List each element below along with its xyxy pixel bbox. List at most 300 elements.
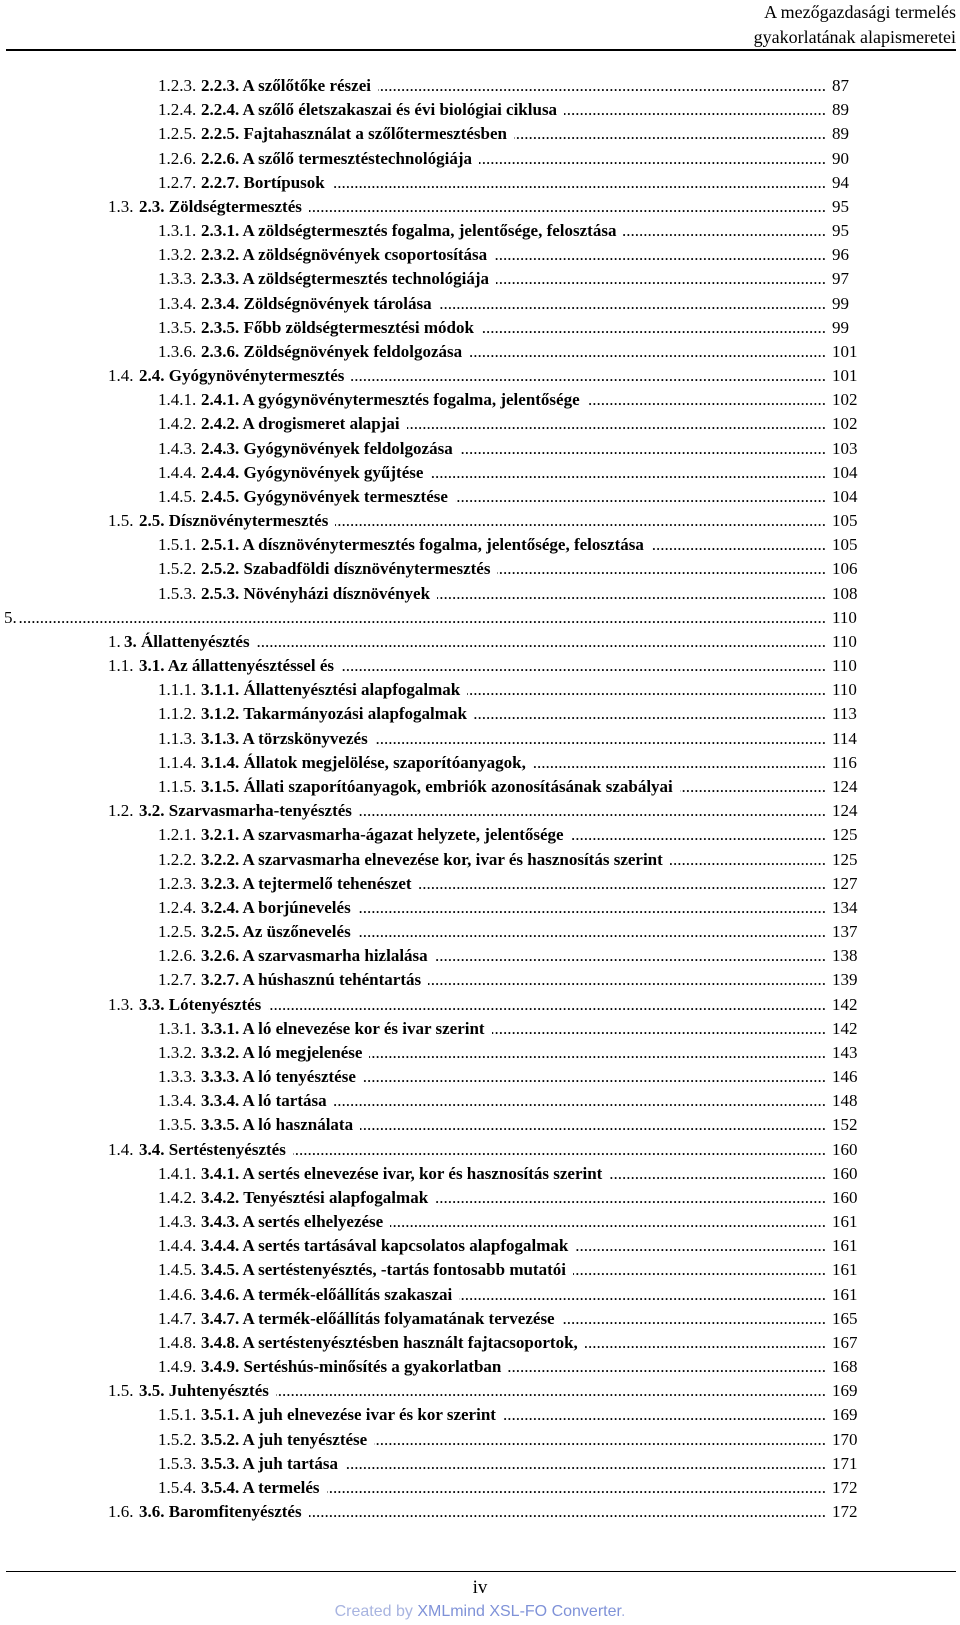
toc-entry-page[interactable]: 172 <box>832 1502 858 1522</box>
toc-entry[interactable] <box>0 461 960 485</box>
toc-entry-title[interactable]: 3.4.1. A sertés elnevezése ivar, kor és hasznosítás szerint <box>201 1162 605 1186</box>
toc-entry-leader <box>459 1283 826 1307</box>
toc-entry-title[interactable]: 2.5. Dísznövénytermesztés <box>139 509 331 533</box>
toc-entry-page[interactable]: 95 <box>832 196 849 216</box>
toc-entry[interactable] <box>0 1283 960 1307</box>
toc-entry-title[interactable]: 3.1. Az állattenyésztéssel és <box>139 654 337 678</box>
toc-entry-title[interactable]: 3.3.4. A ló tartása <box>201 1089 330 1113</box>
toc-entry[interactable] <box>0 993 960 1017</box>
toc-entry-number: 1.4.8. <box>158 1332 197 1352</box>
toc-entry[interactable] <box>0 727 960 751</box>
toc-entry-number: 1.2.6. <box>158 148 197 168</box>
toc-entry-title[interactable]: 2.5.3. Növényházi dísznövények <box>201 582 433 606</box>
toc-entry-title[interactable]: 2.4.5. Gyógynövények termesztése <box>201 485 451 509</box>
toc-entry-number: 1.4.2. <box>158 414 197 434</box>
toc-entry-number: 1.3. <box>108 196 134 216</box>
toc-entry[interactable] <box>0 533 960 557</box>
toc-entry-page[interactable]: 168 <box>832 1357 858 1377</box>
toc-entry-title[interactable]: 3.5.4. A termelés <box>201 1476 323 1500</box>
toc-entry-leader <box>435 944 826 968</box>
toc-entry-page[interactable]: 125 <box>832 849 858 869</box>
toc-entry[interactable] <box>0 751 960 775</box>
toc-entry-page[interactable]: 127 <box>832 873 858 893</box>
toc-entry-leader <box>585 1331 826 1355</box>
toc-entry[interactable] <box>0 1428 960 1452</box>
toc-entry-number: 1.4.7. <box>158 1308 197 1328</box>
toc-entry-number: 5. <box>4 607 17 627</box>
toc-entry-title[interactable]: 2.2.4. A szőlő életszakaszai és évi biológiai ciklusa <box>201 98 560 122</box>
toc-entry-page[interactable]: 152 <box>832 1115 858 1135</box>
toc-entry-page[interactable]: 114 <box>832 728 857 748</box>
toc-entry-page[interactable]: 171 <box>832 1453 858 1473</box>
toc-entry-number: 1.3.2. <box>158 245 197 265</box>
toc-entry-page[interactable]: 124 <box>832 776 858 796</box>
toc-entry-page[interactable]: 104 <box>832 462 858 482</box>
toc-entry-number: 1.4.2. <box>158 1187 197 1207</box>
toc-entry[interactable] <box>0 1017 960 1041</box>
toc-entry-number: 1.5.4. <box>158 1477 197 1497</box>
toc-entry-title[interactable]: 3.1.5. Állati szaporítóanyagok, embriók azonosításának szabályai <box>201 775 676 799</box>
toc-entry-page[interactable]: 105 <box>832 535 858 555</box>
toc-entry-page[interactable]: 113 <box>832 704 857 724</box>
toc-entry-page[interactable]: 110 <box>832 656 857 676</box>
toc-entry-leader <box>573 1258 826 1282</box>
toc-entry-title[interactable]: 2.3.5. Főbb zöldségtermesztési módok <box>201 316 477 340</box>
toc-entry-number: 1. <box>108 631 121 651</box>
toc-entry-page[interactable]: 142 <box>832 994 858 1014</box>
toc-entry-title[interactable]: 3.4.2. Tenyésztési alapfogalmak <box>201 1186 431 1210</box>
toc-entry-title[interactable]: 2.3.4. Zöldségnövények tárolása <box>201 292 435 316</box>
toc-entry-page[interactable]: 90 <box>832 148 849 168</box>
toc-entry-page[interactable]: 138 <box>832 946 858 966</box>
toc-entry-title[interactable]: 2.3.2. A zöldségnövények csoportosítása <box>201 243 490 267</box>
toc-entry[interactable] <box>0 1500 960 1524</box>
toc-entry[interactable] <box>0 437 960 461</box>
toc-entry[interactable] <box>0 1089 960 1113</box>
toc-entry-page[interactable]: 94 <box>832 172 849 192</box>
toc-entry-leader <box>435 1186 826 1210</box>
toc-entry[interactable] <box>0 1138 960 1162</box>
toc-entry-title[interactable]: 2.5.1. A dísznövénytermesztés fogalma, jelentősége, felosztása <box>201 533 647 557</box>
toc-entry[interactable] <box>0 1065 960 1089</box>
toc-entry-leader <box>609 1162 826 1186</box>
toc-entry-leader <box>430 461 826 485</box>
toc-entry-title[interactable]: 3.4.7. A termék-előállítás folyamatának tervezése <box>201 1307 558 1331</box>
toc-entry-leader <box>268 993 826 1017</box>
toc-entry[interactable] <box>0 1476 960 1500</box>
toc-entry-leader <box>571 823 826 847</box>
toc-entry[interactable] <box>0 1113 960 1137</box>
toc-entry-page[interactable]: 89 <box>832 124 849 144</box>
toc-entry[interactable] <box>0 1210 960 1234</box>
toc-entry-leader <box>562 1307 826 1331</box>
toc-entry[interactable] <box>0 243 960 267</box>
toc-entry-number: 1.4.3. <box>158 1212 197 1232</box>
toc-entry-number: 1.1.4. <box>158 752 197 772</box>
toc-entry-leader <box>587 388 826 412</box>
toc-entry-number: 1.3.3. <box>158 1067 197 1087</box>
toc-entry-page[interactable]: 137 <box>832 922 858 942</box>
toc-entry[interactable] <box>0 1162 960 1186</box>
toc-entry-page[interactable]: 142 <box>832 1018 858 1038</box>
toc-entry-page[interactable]: 101 <box>832 341 858 361</box>
toc-entry-leader <box>439 292 826 316</box>
toc-entry-number: 1.2.7. <box>158 172 197 192</box>
toc-entry-title[interactable]: 3.4.8. A sertéstenyésztésben használt fajtacsoportok, <box>201 1331 581 1355</box>
toc-entry[interactable] <box>0 920 960 944</box>
toc-entry-leader <box>358 920 826 944</box>
toc-entry-page[interactable]: 143 <box>832 1042 858 1062</box>
toc-entry[interactable] <box>0 292 960 316</box>
header-line-2: gyakorlatának alapismeretei <box>753 27 956 47</box>
toc-entry-leader <box>375 727 826 751</box>
toc-entry-title[interactable]: 3.1.3. A törzskönyvezés <box>201 727 371 751</box>
toc-entry-title[interactable]: 3.4.3. A sertés elhelyezése <box>201 1210 386 1234</box>
toc-entry-page[interactable]: 160 <box>832 1163 858 1183</box>
toc-entry-number: 1.4.1. <box>158 390 197 410</box>
toc-entry-title[interactable]: 2.4.1. A gyógynövénytermesztés fogalma, jelentősége <box>201 388 583 412</box>
toc-entry-title[interactable]: 2.2.3. A szőlőtőke részei <box>201 74 374 98</box>
toc-entry-number: 1.2.4. <box>158 897 197 917</box>
toc-entry-title[interactable]: 3.1.1. Állattenyésztési alapfogalmak <box>201 678 463 702</box>
toc-entry-title[interactable]: 3.2.7. A húshasznú tehéntartás <box>201 968 424 992</box>
toc-entry[interactable] <box>0 340 960 364</box>
toc-entry[interactable] <box>0 654 960 678</box>
toc-entry-leader <box>437 582 826 606</box>
toc-entry[interactable] <box>0 412 960 436</box>
toc-entry[interactable] <box>0 509 960 533</box>
toc-entry-page[interactable]: 146 <box>832 1067 858 1087</box>
toc-entry-number: 1.3.5. <box>158 1115 197 1135</box>
toc-entry-leader <box>460 437 826 461</box>
toc-entry[interactable] <box>0 582 960 606</box>
toc-entry-number: 1.3.5. <box>158 317 197 337</box>
toc-entry-leader <box>363 1065 826 1089</box>
toc-entry[interactable] <box>0 968 960 992</box>
toc-entry[interactable] <box>0 98 960 122</box>
toc-entry-title[interactable]: 2.4.3. Gyógynövények feldolgozása <box>201 437 456 461</box>
toc-entry-leader <box>469 340 826 364</box>
toc-entry-page[interactable]: 169 <box>832 1381 858 1401</box>
toc-entry[interactable] <box>0 872 960 896</box>
toc-entry[interactable] <box>0 606 960 630</box>
toc-entry-title[interactable]: 3.2.3. A tejtermelő tehenészet <box>201 872 415 896</box>
toc-entry-number: 1.4.6. <box>158 1284 197 1304</box>
toc-entry-number: 1.5.3. <box>158 1453 197 1473</box>
toc-entry-page[interactable]: 161 <box>832 1260 858 1280</box>
toc-entry-leader <box>651 533 826 557</box>
toc-entry-number: 1.3.1. <box>158 1018 197 1038</box>
footer-rule <box>6 1571 956 1572</box>
toc-entry[interactable] <box>0 1379 960 1403</box>
toc-entry[interactable] <box>0 147 960 171</box>
toc-entry-leader <box>474 702 826 726</box>
toc-entry-title[interactable]: 3.1.4. Állatok megjelölése, szaporítóanyagok, <box>201 751 529 775</box>
toc-entry-leader <box>481 316 826 340</box>
toc-entry-number: 1.2.1. <box>158 825 197 845</box>
toc-entry-number: 1.5.2. <box>158 559 197 579</box>
toc-entry[interactable] <box>0 267 960 291</box>
toc-entry-number: 1.2.5. <box>158 922 197 942</box>
toc-entry-title[interactable]: 3.2.6. A szarvasmarha hizlalása <box>201 944 431 968</box>
toc-entry-leader <box>670 848 826 872</box>
toc-entry-leader <box>680 775 826 799</box>
toc-entry-page[interactable]: 95 <box>832 221 849 241</box>
toc-entry-leader <box>276 1379 826 1403</box>
toc-entry-page[interactable]: 110 <box>832 631 857 651</box>
toc-entry-number: 1.4. <box>108 1139 134 1159</box>
toc-entry-number: 1.1. <box>108 656 134 676</box>
toc-entry-leader <box>369 1041 826 1065</box>
toc-entry[interactable] <box>0 485 960 509</box>
toc-entry-leader <box>334 1089 826 1113</box>
toc-entry-leader <box>497 557 826 581</box>
toc-entry-leader <box>455 485 826 509</box>
toc-entry-leader <box>374 1428 826 1452</box>
toc-entry-page[interactable]: 167 <box>832 1332 858 1352</box>
toc-entry-page[interactable]: 165 <box>832 1308 858 1328</box>
toc-entry-number: 1.5.2. <box>158 1429 197 1449</box>
converter-link[interactable]: XMLmind XSL-FO Converter <box>417 1603 621 1620</box>
toc-entry-page[interactable]: 116 <box>832 752 857 772</box>
toc-entry-leader <box>564 98 826 122</box>
toc-entry-page[interactable]: 110 <box>832 680 857 700</box>
toc-entry[interactable] <box>0 896 960 920</box>
toc-entry-leader <box>496 267 826 291</box>
toc-entry-leader <box>419 872 826 896</box>
toc-entry-number: 1.3. <box>108 994 134 1014</box>
toc-entry-title[interactable]: 2.4.2. A drogismeret alapjai <box>201 412 403 436</box>
toc-entry-leader <box>514 122 826 146</box>
toc-entry-leader <box>575 1234 826 1258</box>
toc-entry-page[interactable]: 101 <box>832 366 858 386</box>
toc-entry-number: 1.2.4. <box>158 100 197 120</box>
toc-entry-page[interactable]: 97 <box>832 269 849 289</box>
toc-entry-page[interactable]: 110 <box>832 607 857 627</box>
toc-entry-number: 1.1.3. <box>158 728 197 748</box>
toc-entry-number: 1.3.4. <box>158 293 197 313</box>
toc-entry-page[interactable]: 96 <box>832 245 849 265</box>
toc-entry-leader <box>407 412 826 436</box>
toc-entry-title[interactable]: 3.5.1. A juh elnevezése ivar és kor szerint <box>201 1403 499 1427</box>
toc-entry[interactable] <box>0 1331 960 1355</box>
toc-entry-page[interactable]: 102 <box>832 414 858 434</box>
toc-entry-leader <box>467 678 826 702</box>
toc-entry-title[interactable]: 3.4.4. A sertés tartásával kapcsolatos alapfogalmak <box>201 1234 571 1258</box>
toc-entry[interactable] <box>0 1186 960 1210</box>
toc-entry[interactable] <box>0 364 960 388</box>
toc-entry-page[interactable]: 104 <box>832 486 858 506</box>
toc-entry-leader <box>494 243 826 267</box>
toc-entry-title[interactable]: 2.2.5. Fajtahasználat a szőlőtermesztésben <box>201 122 510 146</box>
toc-entry-page[interactable]: 148 <box>832 1091 858 1111</box>
toc-entry-title[interactable]: 3. Állattenyésztés <box>124 630 253 654</box>
toc-entry-leader <box>533 751 826 775</box>
toc-entry-title[interactable]: 3.6. Baromfitenyésztés <box>139 1500 305 1524</box>
toc-entry-leader <box>623 219 826 243</box>
toc-entry-number: 1.2.3. <box>158 873 197 893</box>
toc-entry-title[interactable]: 2.3.6. Zöldségnövények feldolgozása <box>201 340 465 364</box>
toc-entry[interactable] <box>0 1041 960 1065</box>
toc-entry[interactable] <box>0 1452 960 1476</box>
toc-entry-leader <box>428 968 826 992</box>
toc-entry-title[interactable]: 3.2.5. Az üszőnevelés <box>201 920 354 944</box>
toc-entry-page[interactable]: 105 <box>832 511 858 531</box>
toc-entry-title[interactable]: 2.4.4. Gyógynövények gyűjtése <box>201 461 426 485</box>
toc-entry[interactable] <box>0 219 960 243</box>
toc-entry[interactable] <box>0 944 960 968</box>
created-by-prefix: Created by <box>334 1603 418 1620</box>
toc-entry-title[interactable]: 2.4. Gyógynövénytermesztés <box>139 364 347 388</box>
toc-entry-number: 1.4.4. <box>158 462 197 482</box>
toc-entry-number: 1.4.5. <box>158 486 197 506</box>
toc-entry[interactable] <box>0 557 960 581</box>
toc-entry-number: 1.4.9. <box>158 1357 197 1377</box>
toc-entry-title[interactable]: 2.2.7. Bortípusok <box>201 171 328 195</box>
toc-entry-title[interactable]: 3.2.2. A szarvasmarha elnevezése kor, ivar és hasznosítás szerint <box>201 848 666 872</box>
toc-entry[interactable] <box>0 122 960 146</box>
toc-entry-page[interactable]: 172 <box>832 1477 858 1497</box>
toc-entry-number: 1.1.1. <box>158 680 197 700</box>
toc-entry-title[interactable]: 3.4. Sertéstenyésztés <box>139 1138 289 1162</box>
toc-entry-page[interactable]: 161 <box>832 1236 858 1256</box>
toc-entry[interactable] <box>0 388 960 412</box>
toc-entry-title[interactable]: 2.3.3. A zöldségtermesztés technológiája <box>201 267 492 291</box>
toc-entry-page[interactable]: 124 <box>832 801 858 821</box>
toc-entry-page[interactable]: 99 <box>832 293 849 313</box>
toc-entry-leader <box>359 799 826 823</box>
toc-entry-number: 1.2.2. <box>158 849 197 869</box>
toc-entry-leader <box>341 654 826 678</box>
header-line-1: A mezőgazdasági termelés <box>764 2 956 22</box>
toc-entry[interactable] <box>0 799 960 823</box>
toc-entry[interactable] <box>0 1258 960 1282</box>
toc-entry[interactable] <box>0 1234 960 1258</box>
toc-entry-number: 1.5.1. <box>158 1405 197 1425</box>
toc-entry[interactable] <box>0 74 960 98</box>
toc-entry-title[interactable]: 3.3. Lótenyésztés <box>139 993 264 1017</box>
toc-entry[interactable] <box>0 1403 960 1427</box>
toc-entry-title[interactable]: 3.3.5. A ló használata <box>201 1113 356 1137</box>
toc-entry-title[interactable]: 3.5.3. A juh tartása <box>201 1452 341 1476</box>
toc-entry-number: 1.2.6. <box>158 946 197 966</box>
toc-entry[interactable] <box>0 316 960 340</box>
toc-entry-number: 1.3.2. <box>158 1042 197 1062</box>
toc-entry-page[interactable]: 161 <box>832 1284 858 1304</box>
toc-entry[interactable] <box>0 1355 960 1379</box>
toc-entry[interactable] <box>0 702 960 726</box>
toc-entry-number: 1.5. <box>108 511 134 531</box>
toc-entry-number: 1.4. <box>108 366 134 386</box>
toc-entry-number: 1.2.7. <box>158 970 197 990</box>
toc-entry-title[interactable]: 3.2. Szarvasmarha-tenyésztés <box>139 799 355 823</box>
toc-entry-number: 1.3.4. <box>158 1091 197 1111</box>
toc-entry-title[interactable]: 3.3.1. A ló elnevezése kor és ivar szerint <box>201 1017 488 1041</box>
toc-entry-leader <box>327 1476 826 1500</box>
toc-entry[interactable] <box>0 171 960 195</box>
toc-entry-leader <box>309 195 826 219</box>
toc-entry-number: 1.3.3. <box>158 269 197 289</box>
toc-entry-title[interactable]: 2.3. Zöldségtermesztés <box>139 195 305 219</box>
toc-entry-title[interactable]: 3.4.5. A sertéstenyésztés, -tartás fontosabb mutatói <box>201 1258 569 1282</box>
toc-entry-title[interactable]: 3.2.1. A szarvasmarha-ágazat helyzete, jelentősége <box>201 823 567 847</box>
toc-entry-page[interactable]: 87 <box>832 76 849 95</box>
toc-entry-title[interactable]: 3.4.9. Sertéshús-minősítés a gyakorlatban <box>201 1355 504 1379</box>
toc-entry[interactable] <box>0 823 960 847</box>
toc-entry-number: 1.1.5. <box>158 776 197 796</box>
toc-entry-leader <box>492 1017 826 1041</box>
toc-entry-title[interactable]: 3.3.2. A ló megjelenése <box>201 1041 365 1065</box>
toc-entry-title[interactable]: 3.4.6. A termék-előállítás szakaszai <box>201 1283 455 1307</box>
toc-entry-leader <box>332 171 826 195</box>
toc-entry-page[interactable]: 102 <box>832 390 858 410</box>
toc-entry-page[interactable]: 108 <box>832 583 858 603</box>
page-number: iv <box>472 1577 488 1598</box>
toc-entry-page[interactable]: 125 <box>832 825 858 845</box>
toc-entry-leader <box>390 1210 826 1234</box>
toc-entry-number: 1.5.3. <box>158 583 197 603</box>
toc-entry[interactable] <box>0 775 960 799</box>
table-of-contents <box>0 74 960 1524</box>
toc-entry-number: 1.1.2. <box>158 704 197 724</box>
toc-entry-number: 1.4.5. <box>158 1260 197 1280</box>
toc-entry-number: 1.5. <box>108 1381 134 1401</box>
toc-entry-page[interactable]: 169 <box>832 1405 858 1425</box>
toc-entry-leader <box>335 509 826 533</box>
toc-entry[interactable] <box>0 848 960 872</box>
toc-entry[interactable] <box>0 195 960 219</box>
toc-entry-number: 1.3.6. <box>158 341 197 361</box>
toc-entry-number: 1.2.5. <box>158 124 197 144</box>
toc-entry-leader <box>503 1403 826 1427</box>
toc-entry-page[interactable]: 134 <box>832 897 858 917</box>
toc-entry-title[interactable]: 2.3.1. A zöldségtermesztés fogalma, jelentősége, felosztása <box>201 219 619 243</box>
toc-entry-number: 1.2. <box>108 801 134 821</box>
toc-entry-title[interactable]: 2.5.2. Szabadföldi dísznövénytermesztés <box>201 557 493 581</box>
toc-entry-page[interactable]: 99 <box>832 317 849 337</box>
toc-entry-leader <box>360 1113 826 1137</box>
toc-entry-leader <box>293 1138 826 1162</box>
toc-entry-title[interactable]: 3.2.4. A borjúnevelés <box>201 896 354 920</box>
toc-entry-title[interactable]: 3.5.2. A juh tenyésztése <box>201 1428 370 1452</box>
toc-entry-number: 1.6. <box>108 1502 134 1522</box>
toc-entry-leader <box>345 1452 826 1476</box>
toc-entry[interactable] <box>0 678 960 702</box>
toc-entry[interactable] <box>0 630 960 654</box>
toc-entry-page[interactable]: 106 <box>832 559 858 579</box>
toc-entry-page[interactable]: 170 <box>832 1429 858 1449</box>
toc-entry-number: 1.2.3. <box>158 76 197 95</box>
toc-entry-page[interactable]: 160 <box>832 1187 858 1207</box>
toc-entry-leader <box>309 1500 826 1524</box>
toc-entry-leader <box>508 1355 826 1379</box>
toc-entry-page[interactable]: 89 <box>832 100 849 120</box>
created-by-suffix: . <box>620 1603 626 1620</box>
toc-entry[interactable] <box>0 1307 960 1331</box>
toc-entry-page[interactable]: 103 <box>832 438 858 458</box>
toc-entry-number: 1.4.1. <box>158 1163 197 1183</box>
toc-entry-number: 1.5.1. <box>158 535 197 555</box>
toc-entry-title[interactable]: 3.5. Juhtenyésztés <box>139 1379 272 1403</box>
toc-entry-title[interactable]: 3.1.2. Takarmányozási alapfogalmak <box>201 702 470 726</box>
toc-entry-page[interactable]: 139 <box>832 970 858 990</box>
toc-entry-page[interactable]: 161 <box>832 1212 858 1232</box>
toc-entry-title[interactable]: 2.2.6. A szőlő termesztéstechnológiája <box>201 147 475 171</box>
toc-entry-leader <box>378 74 826 98</box>
toc-entry-page[interactable]: 160 <box>832 1139 858 1159</box>
toc-entry-leader <box>351 364 826 388</box>
toc-entry-title[interactable]: 3.3.3. A ló tenyésztése <box>201 1065 359 1089</box>
